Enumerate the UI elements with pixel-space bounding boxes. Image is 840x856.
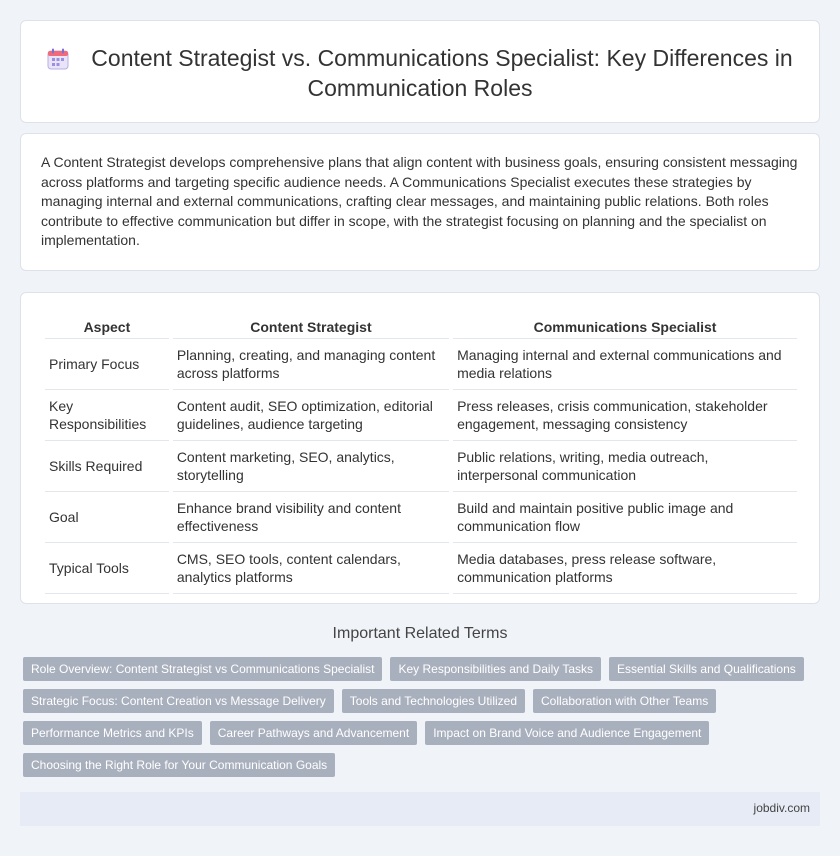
table-cell: Key Responsibilities: [45, 390, 169, 441]
table-row: [45, 339, 797, 390]
table-header-row: [45, 313, 797, 339]
table-cell: CMS, SEO tools, content calendars, analytics platforms: [173, 543, 449, 594]
table-row: [45, 390, 797, 441]
footer: [20, 792, 820, 826]
table-row: [45, 492, 797, 543]
table-cell: Content marketing, SEO, analytics, storytelling: [173, 441, 449, 492]
table-cell: Planning, creating, and managing content across platforms: [173, 339, 449, 390]
page-title: Content Strategist vs. Communications Specialist: Key Differences in Communication Roles: [91, 45, 793, 101]
intro-paragraph: A Content Strategist develops comprehensive plans that align content with business goals, ensuring consistent messaging across platforms and targeting specific audience needs. A Communications Specialist executes these strategies by managing internal and external communications, crafting clear messages, and maintaining public relations. Both roles contribute to effective communication but differ in scope, with the strategist focusing on planning and the specialist on implementation.: [41, 154, 798, 249]
footer-site-link[interactable]: jobdiv.com: [753, 801, 810, 815]
tag-row: [23, 721, 813, 745]
table-cell: Media databases, press release software, communication platforms: [453, 543, 797, 594]
table-cell: Content audit, SEO optimization, editorial guidelines, audience targeting: [173, 390, 449, 441]
table-row: [45, 543, 797, 594]
related-term-tag[interactable]: Essential Skills and Qualifications: [609, 657, 804, 681]
page-title-wrap: [41, 43, 799, 103]
related-term-tag[interactable]: Impact on Brand Voice and Audience Engagement: [425, 721, 709, 745]
related-terms-tags: [23, 657, 813, 785]
related-term-tag[interactable]: Career Pathways and Advancement: [210, 721, 417, 745]
table-cell: Public relations, writing, media outreach, interpersonal communication: [453, 441, 797, 492]
related-term-tag[interactable]: Performance Metrics and KPIs: [23, 721, 202, 745]
related-term-tag[interactable]: Choosing the Right Role for Your Communication Goals: [23, 753, 335, 777]
related-term-tag[interactable]: Strategic Focus: Content Creation vs Message Delivery: [23, 689, 334, 713]
related-term-tag[interactable]: Role Overview: Content Strategist vs Communications Specialist: [23, 657, 382, 681]
title-card: [20, 20, 820, 123]
header-aspect: Aspect: [45, 313, 169, 339]
table-cell: Skills Required: [45, 441, 169, 492]
related-term-tag[interactable]: Key Responsibilities and Daily Tasks: [390, 657, 601, 681]
table-cell: Goal: [45, 492, 169, 543]
table-cell: Press releases, crisis communication, stakeholder engagement, messaging consistency: [453, 390, 797, 441]
table-cell: Build and maintain positive public image and communication flow: [453, 492, 797, 543]
table-cell: Typical Tools: [45, 543, 169, 594]
table-cell: Managing internal and external communications and media relations: [453, 339, 797, 390]
table-cell: Primary Focus: [45, 339, 169, 390]
header-content-strategist: Content Strategist: [173, 313, 449, 339]
table-cell: Enhance brand visibility and content effectiveness: [173, 492, 449, 543]
tag-row: [23, 753, 813, 777]
intro-card: [20, 133, 820, 271]
comparison-table: [41, 313, 801, 594]
comparison-card: [20, 292, 820, 604]
tag-row: [23, 657, 813, 681]
tag-row: [23, 689, 813, 713]
related-term-tag[interactable]: Tools and Technologies Utilized: [342, 689, 525, 713]
related-term-tag[interactable]: Collaboration with Other Teams: [533, 689, 716, 713]
related-terms-title: Important Related Terms: [332, 625, 508, 642]
table-row: [45, 441, 797, 492]
header-communications-specialist: Communications Specialist: [453, 313, 797, 339]
